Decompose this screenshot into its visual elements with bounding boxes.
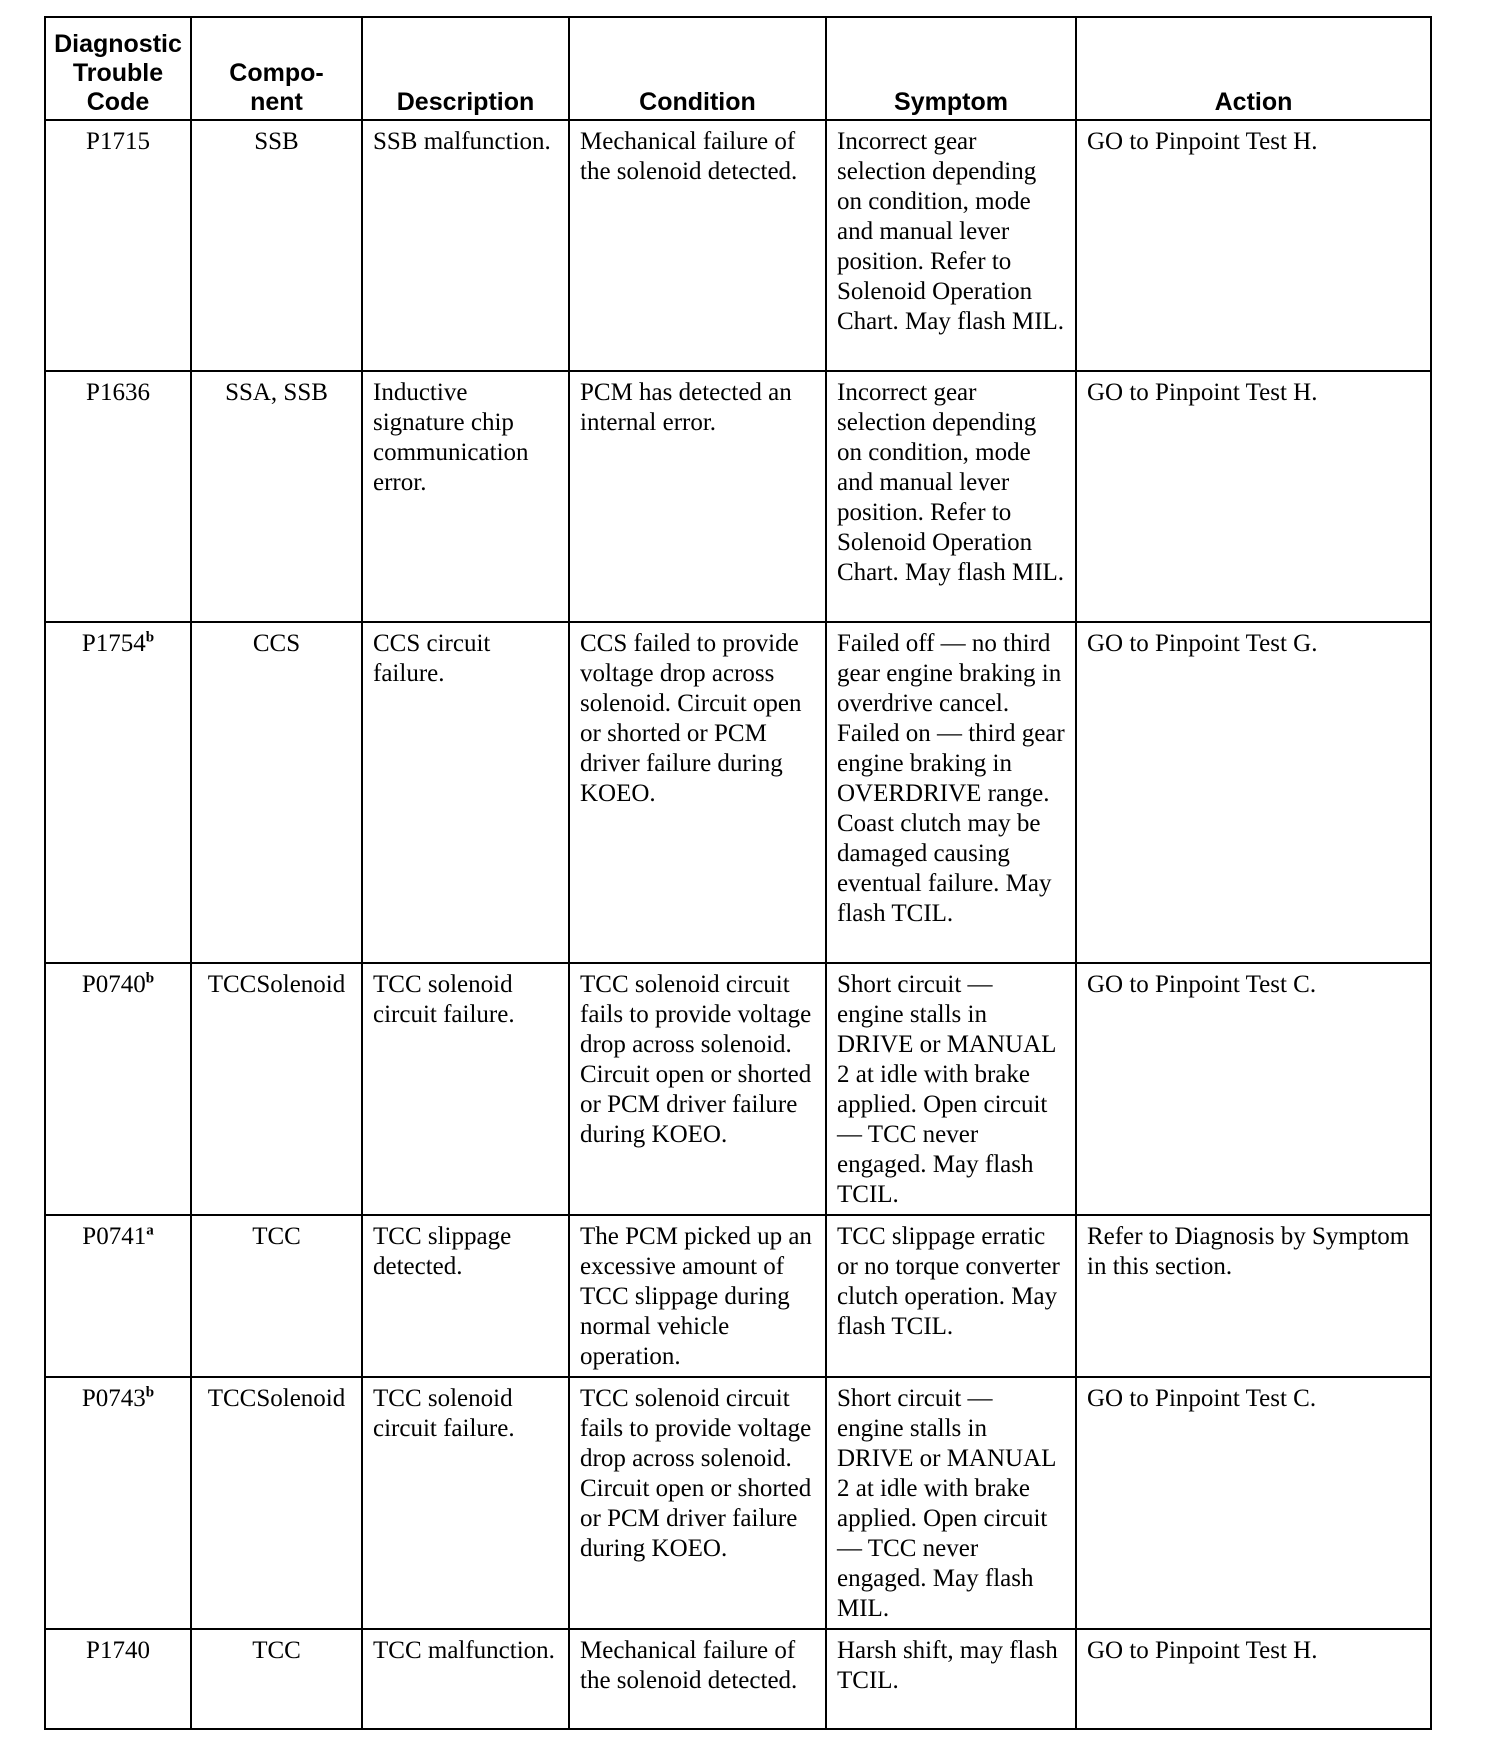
component-line: TCC — [252, 1223, 301, 1250]
header-action: Action — [1076, 17, 1431, 120]
code-text: P1754 — [81, 630, 146, 657]
component-line: Solenoid — [256, 971, 346, 998]
cell-component — [191, 120, 362, 371]
table-row — [45, 1215, 1431, 1377]
code-text: P0740 — [81, 971, 146, 998]
header-code — [45, 17, 191, 120]
cell-description: SSB malfunction. — [362, 120, 569, 371]
component-line: TCC — [252, 1637, 301, 1664]
header-code-line: Trouble — [72, 59, 164, 87]
table-row — [45, 120, 1431, 371]
cell-action: GO to Pinpoint Test C. — [1076, 1377, 1431, 1629]
table-row — [45, 1629, 1431, 1729]
code-text: P1636 — [86, 379, 150, 406]
cell-description: Inductive signature chip communication error. — [362, 371, 569, 622]
cell-description: TCC solenoid circuit failure. — [362, 1377, 569, 1629]
cell-component — [191, 622, 362, 963]
cell-description: TCC solenoid circuit failure. — [362, 963, 569, 1215]
code-text: P0743 — [81, 1385, 146, 1412]
cell-description: TCC slippage detected. — [362, 1215, 569, 1377]
table-row — [45, 1377, 1431, 1629]
cell-component — [191, 963, 362, 1215]
cell-symptom: Short circuit — engine stalls in DRIVE or MANUAL 2 at idle with brake applied. Open circuit — TCC never engaged. May flash TCIL. — [826, 963, 1076, 1215]
cell-condition: The PCM picked up an excessive amount of TCC slippage during normal vehicle operation. — [569, 1215, 826, 1377]
dtc-table — [44, 16, 1432, 1730]
footnote-marker: b — [145, 1384, 155, 1401]
cell-condition: TCC solenoid circuit fails to provide voltage drop across solenoid. Circuit open or shorted or PCM driver failure during KOEO. — [569, 963, 826, 1215]
cell-symptom: Harsh shift, may flash TCIL. — [826, 1629, 1076, 1729]
component-line: TCC — [207, 1385, 257, 1412]
code-text: P1715 — [86, 128, 150, 155]
cell-action: Refer to Diagnosis by Symptom in this section. — [1076, 1215, 1431, 1377]
cell-symptom: Incorrect gear selection depending on condition, mode and manual lever position. Refer to Solenoid Operation Chart. May flash MIL. — [826, 371, 1076, 622]
cell-code — [45, 963, 191, 1215]
cell-symptom: TCC slippage erratic or no torque converter clutch operation. May flash TCIL. — [826, 1215, 1076, 1377]
component-line: SSB — [254, 128, 299, 155]
cell-component — [191, 1377, 362, 1629]
component-line: SSA, SSB — [225, 379, 328, 406]
cell-symptom: Failed off — no third gear engine braking in overdrive cancel. Failed on — third gear engine braking in OVERDRIVE range. Coast clutch may be damaged causing eventual failure. May flash TCIL. — [826, 622, 1076, 963]
cell-condition: PCM has detected an internal error. — [569, 371, 826, 622]
cell-condition: Mechanical failure of the solenoid detected. — [569, 1629, 826, 1729]
header-code-line: Diagnostic — [54, 30, 182, 58]
table-body — [45, 120, 1431, 1729]
cell-code — [45, 120, 191, 371]
cell-code — [45, 1377, 191, 1629]
cell-condition: Mechanical failure of the solenoid detected. — [569, 120, 826, 371]
footnote-marker: a — [146, 1222, 154, 1239]
cell-symptom: Short circuit — engine stalls in DRIVE or MANUAL 2 at idle with brake applied. Open circuit — TCC never engaged. May flash MIL. — [826, 1377, 1076, 1629]
cell-action: GO to Pinpoint Test H. — [1076, 120, 1431, 371]
cell-component — [191, 1629, 362, 1729]
cell-code — [45, 1629, 191, 1729]
cell-description: CCS circuit failure. — [362, 622, 569, 963]
component-line: Solenoid — [256, 1385, 346, 1412]
header-condition: Condition — [569, 17, 826, 120]
cell-code — [45, 371, 191, 622]
code-text: P1740 — [86, 1637, 150, 1664]
header-code-line: Code — [86, 88, 150, 116]
cell-component — [191, 1215, 362, 1377]
footnote-marker: b — [145, 970, 155, 987]
footnote-marker: b — [145, 629, 155, 646]
component-line: TCC — [207, 971, 257, 998]
cell-description: TCC malfunction. — [362, 1629, 569, 1729]
table-row — [45, 963, 1431, 1215]
cell-symptom: Incorrect gear selection depending on condition, mode and manual lever position. Refer to Solenoid Operation Chart. May flash MIL. — [826, 120, 1076, 371]
header-description: Description — [362, 17, 569, 120]
cell-code — [45, 1215, 191, 1377]
cell-action: GO to Pinpoint Test G. — [1076, 622, 1431, 963]
cell-code — [45, 622, 191, 963]
header-component — [191, 17, 362, 120]
header-symptom: Symptom — [826, 17, 1076, 120]
table-header — [45, 17, 1431, 120]
header-component-line: nent — [250, 88, 303, 116]
cell-action: GO to Pinpoint Test C. — [1076, 963, 1431, 1215]
table-row — [45, 371, 1431, 622]
component-line: CCS — [252, 630, 301, 657]
cell-action: GO to Pinpoint Test H. — [1076, 1629, 1431, 1729]
cell-action: GO to Pinpoint Test H. — [1076, 371, 1431, 622]
cell-condition: CCS failed to provide voltage drop across solenoid. Circuit open or shorted or PCM driver failure during KOEO. — [569, 622, 826, 963]
cell-component — [191, 371, 362, 622]
cell-condition: TCC solenoid circuit fails to provide voltage drop across solenoid. Circuit open or shorted or PCM driver failure during KOEO. — [569, 1377, 826, 1629]
code-text: P0741 — [82, 1223, 147, 1250]
table-row — [45, 622, 1431, 963]
header-component-line: Compo- — [229, 59, 324, 87]
